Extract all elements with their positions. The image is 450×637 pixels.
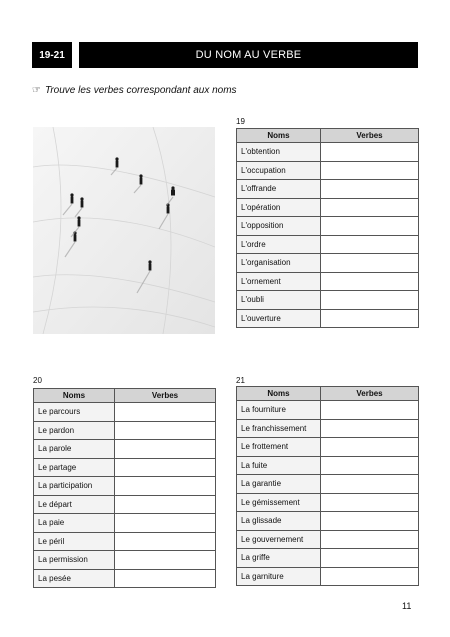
table-row <box>237 143 419 162</box>
noun-cell: La pesée <box>34 569 115 588</box>
noun-cell: La glissade <box>237 512 321 531</box>
verb-answer-cell[interactable] <box>321 475 419 494</box>
verb-answer-cell[interactable] <box>321 198 419 217</box>
col-header-noms: Noms <box>237 387 321 401</box>
pointing-hand-icon: ☞ <box>32 85 41 96</box>
noun-cell: Le parcours <box>34 403 115 422</box>
noun-cell: Le partage <box>34 458 115 477</box>
verb-answer-cell[interactable] <box>321 180 419 199</box>
table-row <box>34 477 216 496</box>
verb-answer-cell[interactable] <box>321 530 419 549</box>
table-row <box>237 512 419 531</box>
table-row <box>237 456 419 475</box>
noun-cell: Le frottement <box>237 438 321 457</box>
verb-answer-cell[interactable] <box>115 514 216 533</box>
verb-answer-cell[interactable] <box>115 532 216 551</box>
verb-answer-cell[interactable] <box>321 419 419 438</box>
verb-answer-cell[interactable] <box>321 235 419 254</box>
noun-cell: Le gouvernement <box>237 530 321 549</box>
noun-cell: La participation <box>34 477 115 496</box>
verb-answer-cell[interactable] <box>321 438 419 457</box>
noun-cell: L'opposition <box>237 217 321 236</box>
verb-answer-cell[interactable] <box>321 401 419 420</box>
verb-answer-cell[interactable] <box>115 551 216 570</box>
table-row <box>237 419 419 438</box>
col-header-noms: Noms <box>34 389 115 403</box>
verb-answer-cell[interactable] <box>115 403 216 422</box>
verb-answer-cell[interactable] <box>115 440 216 459</box>
exercise-range-badge: 19-21 <box>32 42 72 68</box>
verb-answer-cell[interactable] <box>321 143 419 162</box>
noun-cell: L'organisation <box>237 254 321 273</box>
noun-cell: Le franchissement <box>237 419 321 438</box>
skiers-illustration <box>33 127 215 334</box>
noun-cell: La parole <box>34 440 115 459</box>
table-row <box>237 254 419 273</box>
table-row <box>237 198 419 217</box>
table-row <box>237 217 419 236</box>
table-row <box>237 549 419 568</box>
noun-cell: La permission <box>34 551 115 570</box>
exercise-19-table <box>236 128 419 328</box>
verb-answer-cell[interactable] <box>321 217 419 236</box>
verb-answer-cell[interactable] <box>321 291 419 310</box>
noun-cell: L'opération <box>237 198 321 217</box>
table-row <box>34 458 216 477</box>
table-row <box>34 514 216 533</box>
verb-answer-cell[interactable] <box>321 512 419 531</box>
verb-answer-cell[interactable] <box>321 161 419 180</box>
verb-answer-cell[interactable] <box>115 569 216 588</box>
verb-answer-cell[interactable] <box>115 477 216 496</box>
exercise-20-table <box>33 388 216 588</box>
table-row <box>34 495 216 514</box>
verb-answer-cell[interactable] <box>115 421 216 440</box>
verb-answer-cell[interactable] <box>321 493 419 512</box>
noun-cell: L'ouverture <box>237 309 321 328</box>
instruction <box>32 85 237 96</box>
table-row <box>237 161 419 180</box>
exercise-21-number: 21 <box>236 376 245 385</box>
noun-cell: Le départ <box>34 495 115 514</box>
noun-cell: L'ornement <box>237 272 321 291</box>
noun-cell: L'ordre <box>237 235 321 254</box>
noun-cell: La griffe <box>237 549 321 568</box>
table-row <box>237 530 419 549</box>
page-title: DU NOM AU VERBE <box>79 42 418 68</box>
noun-cell: La paie <box>34 514 115 533</box>
verb-answer-cell[interactable] <box>321 272 419 291</box>
col-header-verbes: Verbes <box>321 129 419 143</box>
verb-answer-cell[interactable] <box>321 309 419 328</box>
exercise-21-table <box>236 386 419 586</box>
noun-cell: Le gémissement <box>237 493 321 512</box>
table-row <box>34 440 216 459</box>
noun-cell: Le pardon <box>34 421 115 440</box>
table-row <box>34 551 216 570</box>
noun-cell: La garniture <box>237 567 321 586</box>
noun-cell: L'oubli <box>237 291 321 310</box>
verb-answer-cell[interactable] <box>321 254 419 273</box>
table-row <box>237 475 419 494</box>
table-row <box>34 403 216 422</box>
exercise-19-number: 19 <box>236 117 245 126</box>
noun-cell: L'occupation <box>237 161 321 180</box>
noun-cell: Le péril <box>34 532 115 551</box>
table-row <box>237 291 419 310</box>
exercise-20-number: 20 <box>33 376 42 385</box>
verb-answer-cell[interactable] <box>115 458 216 477</box>
col-header-verbes: Verbes <box>115 389 216 403</box>
col-header-noms: Noms <box>237 129 321 143</box>
table-row <box>237 401 419 420</box>
table-row <box>34 421 216 440</box>
noun-cell: L'obtention <box>237 143 321 162</box>
table-row <box>34 532 216 551</box>
verb-answer-cell[interactable] <box>321 549 419 568</box>
table-row <box>237 438 419 457</box>
verb-answer-cell[interactable] <box>321 567 419 586</box>
table-row <box>34 569 216 588</box>
table-row <box>237 235 419 254</box>
table-row <box>237 180 419 199</box>
col-header-verbes: Verbes <box>321 387 419 401</box>
page-number: 11 <box>402 601 412 611</box>
table-row <box>237 493 419 512</box>
instruction-text: Trouve les verbes correspondant aux noms <box>44 85 237 96</box>
noun-cell: La garantie <box>237 475 321 494</box>
table-row <box>237 272 419 291</box>
verb-answer-cell[interactable] <box>115 495 216 514</box>
table-row <box>237 309 419 328</box>
noun-cell: La fuite <box>237 456 321 475</box>
table-row <box>237 567 419 586</box>
noun-cell: L'offrande <box>237 180 321 199</box>
verb-answer-cell[interactable] <box>321 456 419 475</box>
skiers-photo <box>33 127 215 334</box>
noun-cell: La fourniture <box>237 401 321 420</box>
